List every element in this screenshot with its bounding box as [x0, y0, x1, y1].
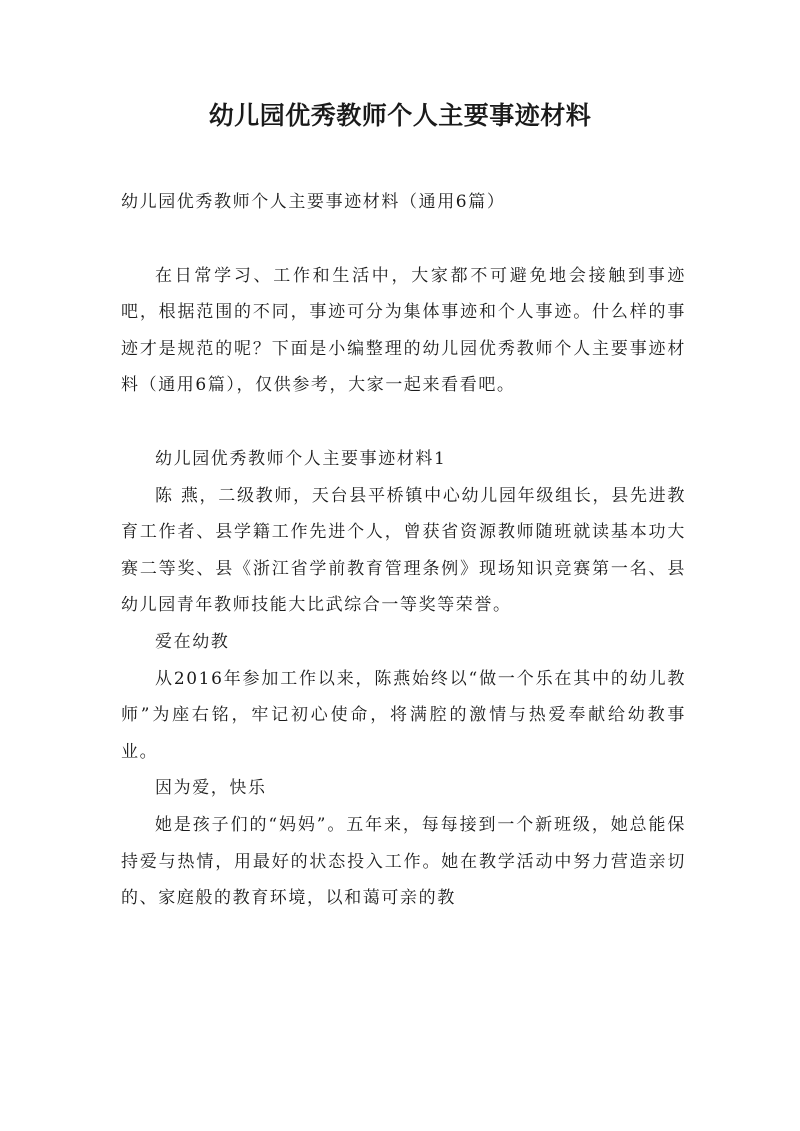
document-subtitle: 幼儿园优秀教师个人主要事迹材料（通用6篇）: [121, 192, 506, 212]
happy-heading: 因为爱，快乐: [155, 778, 267, 799]
document-title: 幼儿园优秀教师个人主要事迹材料: [208, 101, 592, 130]
happy-paragraph: 她是孩子们的“妈妈”。五年来，每每接到一个新班级，她总能保持爱与热情，用最好的状态投入工作。她在教学活动中努力营造亲切的、家庭般的教育环境，以和蔼可亲的教: [121, 814, 686, 909]
document-body: [121, 184, 686, 917]
intro-paragraph: 在日常学习、工作和生活中，大家都不可避免地会接触到事迹吧，根据范围的不同，事迹可分为集体事迹和个人事迹。什么样的事迹才是规范的呢？下面是小编整理的幼儿园优秀教师个人主要事迹材料（通用6篇），仅供参考，大家一起来看看吧。: [121, 265, 686, 396]
section-heading: 幼儿园优秀教师个人主要事迹材料1: [155, 448, 447, 469]
love-heading: 爱在幼教: [155, 631, 230, 652]
profile-paragraph: 陈 燕，二级教师，天台县平桥镇中心幼儿园年级组长，县先进教育工作者、县学籍工作先进个人，曾获省资源教师随班就读基本功大赛二等奖、县《浙江省学前教育管理条例》现场知识竞赛第一名、县幼儿园青年教师技能大比武综合一等奖等荣誉。: [121, 485, 686, 616]
love-paragraph: 从2016年参加工作以来，陈燕始终以“做一个乐在其中的幼儿教师”为座右铭，牢记初心使命，将满腔的激情与热爱奉献给幼教事业。: [121, 668, 687, 762]
